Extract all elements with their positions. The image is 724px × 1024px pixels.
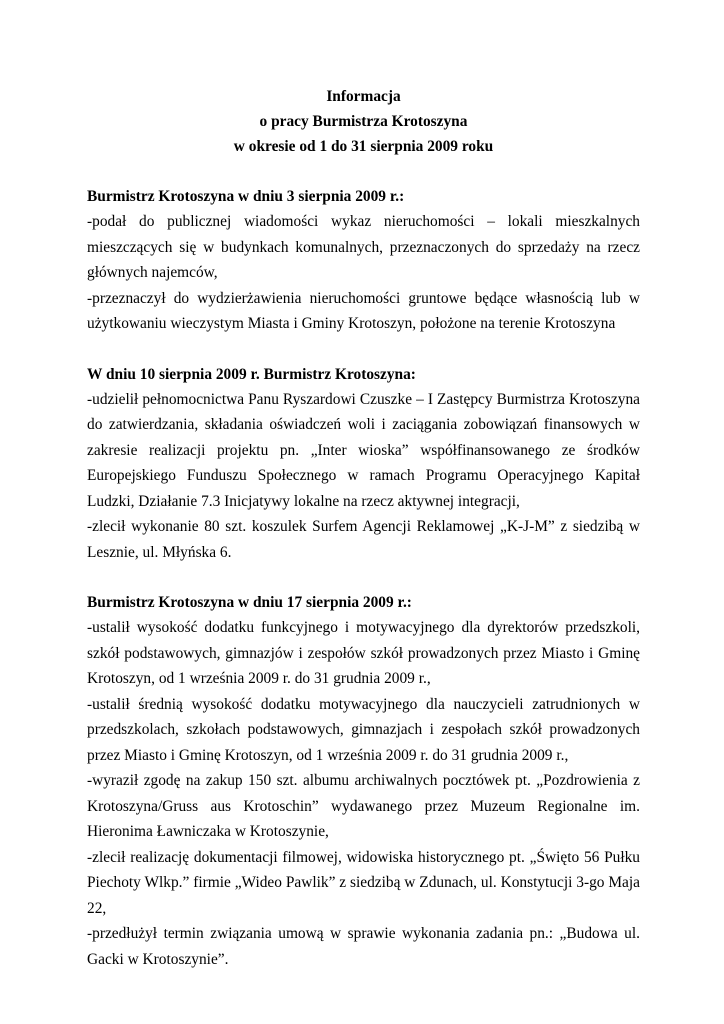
paragraph: -udzielił pełnomocnictwa Panu Ryszardowi Czuszke – I Zastępcy Burmistrza Krotoszyna do zatwierdzania, składania oświadczeń woli i zaciągania zobowiązań finansowych w zakresie realizacji projektu pn. „Inter wioska” współfinansowanego ze środków Europejskiego Funduszu Społecznego w ramach Programu Operacyjnego Kapitał Ludzki, Działanie 7.3 Inicjatywy lokalne na rzecz aktywnej integracji, (87, 390, 640, 510)
section-heading: Burmistrz Krotoszyna w dniu 17 sierpnia 2009 r.: (87, 594, 412, 611)
paragraph: -przedłużył termin związania umową w sprawie wykonania zadania pn.: „Budowa ul. Gacki w Krotoszynie”. (87, 925, 640, 968)
paragraph: -zlecił wykonanie 80 szt. koszulek Surfem Agencji Reklamowej „K-J-M” z siedzibą w Lesznie, ul. Młyńska 6. (87, 518, 640, 561)
document-page (87, 84, 640, 972)
title-line-1: Informacja (326, 88, 401, 105)
section-heading: W dniu 10 sierpnia 2009 r. Burmistrz Krotoszyna: (87, 365, 416, 383)
paragraph: -zlecił realizację dokumentacji filmowej, widowiska historycznego pt. „Święto 56 Pułku Piechoty Wlkp.” firmie „Wideo Pawlik” z siedzibą w Zdunach, ul. Konstytucji 3-go Maja 22, (87, 848, 640, 917)
paragraph: -wyraził zgodę na zakup 150 szt. albumu archiwalnych pocztówek pt. „Pozdrowienia z Krotoszyna/Gruss aus Krotoschin” wydawanego przez Muzeum Regionalne im. Hieronima Ławniczaka w Krotoszynie, (87, 772, 640, 840)
paragraph: -przeznaczył do wydzierżawienia nieruchomości gruntowe będące własnością lub w użytkowaniu wieczystym Miasta i Gminy Krotoszyn, położone na terenie Krotoszyna (87, 289, 640, 332)
section-10-august (87, 362, 640, 566)
section-17-august (87, 590, 640, 972)
title-line-3: w okresie od 1 do 31 sierpnia 2009 roku (233, 138, 494, 155)
section-heading: Burmistrz Krotoszyna w dniu 3 sierpnia 2009 r.: (87, 188, 405, 205)
paragraph: -ustalił wysokość dodatku funkcyjnego i motywacyjnego dla dyrektorów przedszkoli, szkół podstawowych, gimnazjów i zespołów szkół prowadzonych przez Miasto i Gminę Krotoszyn, od 1 września 2009 r. do 31 grudnia 2009 r., (87, 619, 640, 687)
paragraph: -ustalił średnią wysokość dodatku motywacyjnego dla nauczycieli zatrudnionych w przedszkolach, szkołach podstawowych, gimnazjach i zespołach szkół prowadzonych przez Miasto i Gminę Krotoszyn, od 1 września 2009 r. do 31 grudnia 2009 r., (87, 695, 640, 764)
section-3-august (87, 184, 640, 337)
title-line-2: o pracy Burmistrza Krotoszyna (259, 113, 468, 130)
paragraph: -podał do publicznej wiadomości wykaz nieruchomości – lokali mieszkalnych mieszczących się w budynkach komunalnych, przeznaczonych do sprzedaży na rzecz głównych najemców, (87, 213, 640, 281)
